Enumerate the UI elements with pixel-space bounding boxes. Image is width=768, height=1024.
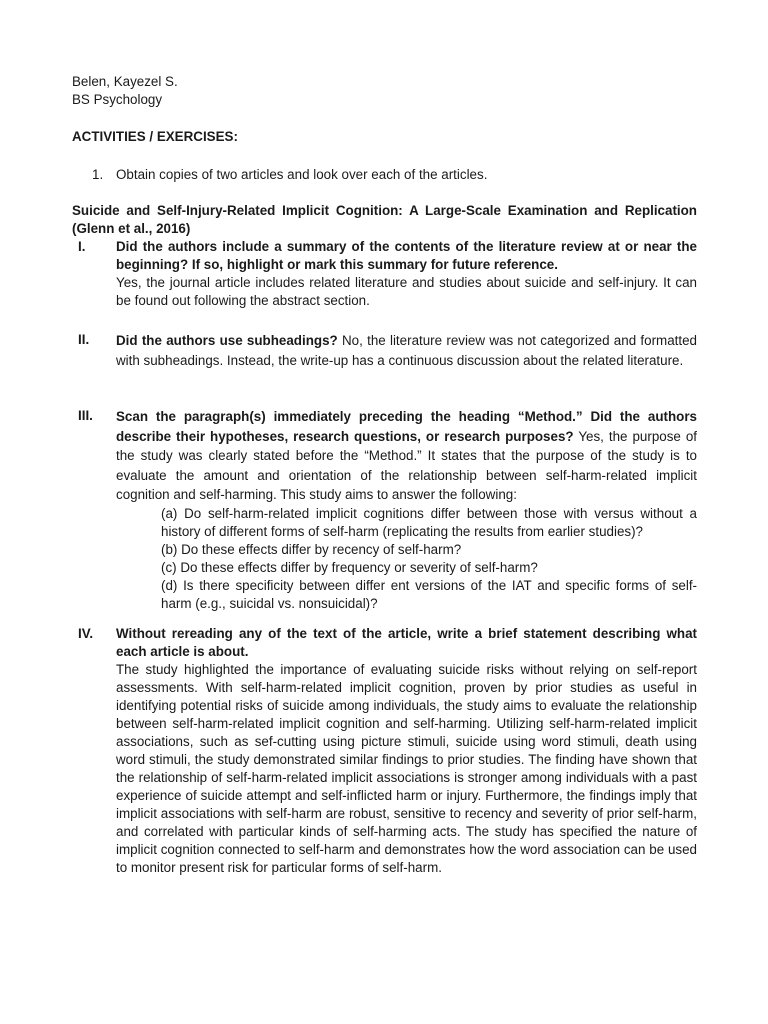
task-text: Obtain copies of two articles and look over each of the articles. [116,167,488,182]
question-block [116,625,697,877]
article-title: Suicide and Self-Injury-Related Implicit Cognition: A Large-Scale Examination and Replication (Glenn et al., 2016) [72,203,697,236]
question-marker: IV. [78,626,94,641]
answer-text: Yes, the journal article includes related literature and studies about suicide and self-injury. It can be found out following the abstract section. [116,275,697,308]
question-marker: III. [78,408,93,423]
list-item: (c) Do these effects differ by frequency or severity of self-harm? [161,559,538,575]
question-marker: I. [78,239,86,254]
answer-text: Yes, the purpose of the study was clearly stated before the “Method.” It states that the purpose of the study is to evaluate the amount and orientation of the relationship between self-harm-related implicit cognition and self-harming. This study aims to answer the following: [116,428,698,502]
question-text: Scan the paragraph(s) immediately preceding the heading “Method.” Did the authors describe their hypotheses, research questions, or research purposes? [116,409,697,444]
question-marker: II. [78,332,90,347]
list-item: (d) Is there specificity between differ ent versions of the IAT and specific forms of self-harm (e.g., suicidal vs. nonsuicidal)? [161,577,697,611]
list-item: (b) Do these effects differ by recency of self-harm? [161,541,462,557]
list-item: (a) Do self-harm-related implicit cognitions differ between those with versus without a history of different forms of self-harm (replicating the results from earlier studies)? [161,505,697,539]
question-text: Did the authors use subheadings? [116,333,338,348]
task-item [92,166,487,184]
answer-text: The study highlighted the importance of evaluating suicide risks without relying on self-report assessments. With self-harm-related implicit cognition, proven by prior studies as useful in identifying potential risks of suicide among individuals, the study aims to evaluate the relationship between self-harm-related implicit cognition and self-harming. Utilizing self-harm-related implicit associations, such as sef-cutting using picture stimuli, suicide using word stimuli, death using word stimuli, the study demonstrated similar findings to prior studies. The finding have shown that the relationship of self-harm-related implicit associations is stronger among individuals with a past experience of suicide attempt and self-inflicted harm or injury. Furthermore, the findings imply that implicit associations with self-harm are robust, sensitive to recency and severity of prior self-harm, and correlated with particular kinds of self-harming acts. The study has specified the nature of implicit cognition connected to self-harm and demonstrates how the word association can be used to monitor present risk for particular forms of self-harm. [116,662,697,875]
research-questions-list [161,505,697,613]
question-text: Did the authors include a summary of the contents of the literature review at or near the beginning? If so, highlight or mark this summary for future reference. [116,239,697,272]
question-block [116,238,697,310]
section-heading: ACTIVITIES / EXERCISES: [72,129,238,144]
question-block [116,407,697,613]
question-text: Without rereading any of the text of the article, write a brief statement describing what each article is about. [116,626,697,659]
answer-text: No, the literature review was not categorized and formatted with subheadings. Instead, the write-up has a continuous discussion about the related literature. [116,333,697,368]
question-block [116,331,697,370]
author-program: BS Psychology [72,92,163,107]
task-number: 1. [92,167,104,182]
author-name: Belen, Kayezel S. [72,74,178,89]
